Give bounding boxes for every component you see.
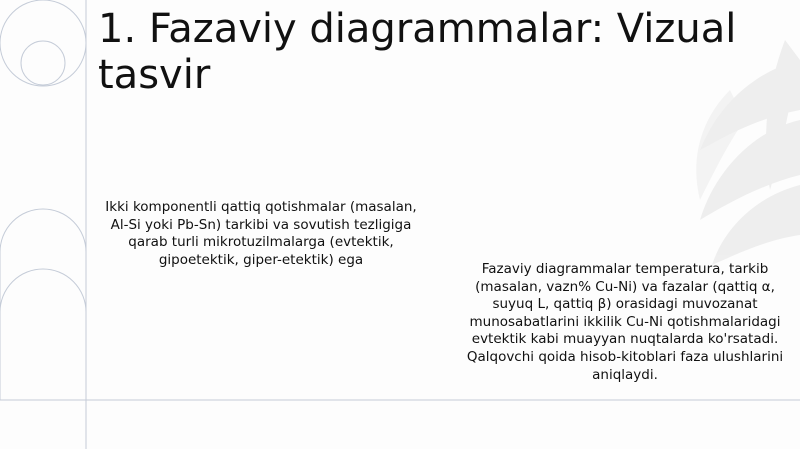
arch-lower [0,269,86,312]
top-circle-large [0,0,86,86]
slide-title: 1. Fazaviy diagrammalar: Vizual tasvir [98,6,737,98]
right-text-block: Fazaviy diagrammalar temperatura, tarkib (masalan, vazn% Cu-Ni) va fazalar (qattiq α, suyuq L, qattiq β) orasidagi muvozanat munosabatlarini ikkilik Cu-Ni qotishmalaridagi evtektik kabi muayyan nuqtalarda ko'rsatadi. Qalqovchi qoida hisob-kitoblari faza ulushlarini aniqlaydi. [466,261,784,383]
arch-upper [0,209,86,252]
left-text-block: Ikki komponentli qattiq qotishmalar (masalan, Al-Si yoki Pb-Sn) tarkibi va sovutish tezligiga qarab turli mikrotuzilmalarga (evtektik, gipoetektik, giper-etektik) ega [105,199,417,268]
top-circle-small [21,41,65,85]
